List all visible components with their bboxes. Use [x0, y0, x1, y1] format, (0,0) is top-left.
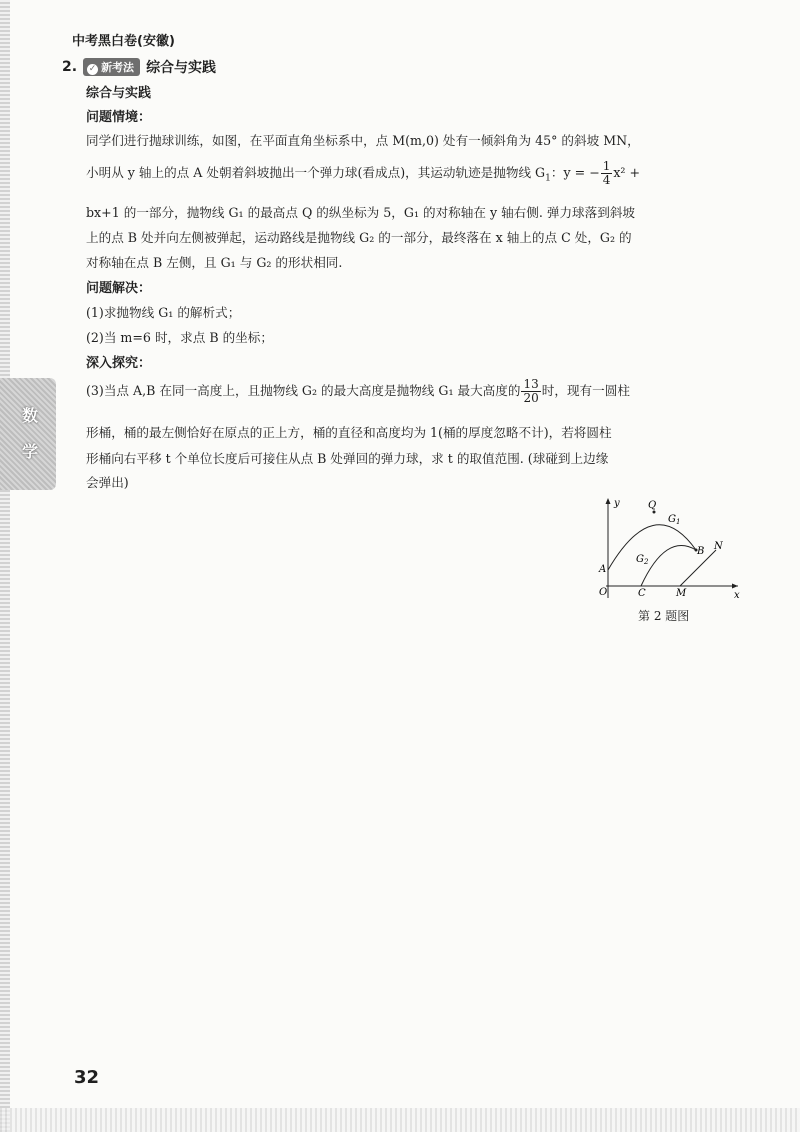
- page-edge-bottom: [0, 1108, 800, 1132]
- question-subtitle: 综合与实践: [86, 86, 152, 101]
- part-3-line-2: 形桶，桶的最左侧恰好在原点的正上方，桶的直径和高度均为 1(桶的厚度忽略不计)，若将圆柱: [86, 425, 612, 440]
- parabola-figure: [596, 494, 746, 604]
- part-1: (1)求抛物线 G₁ 的解析式；: [86, 305, 241, 320]
- label-y: y: [614, 498, 620, 509]
- question-title: 综合与实践: [146, 60, 217, 76]
- parabola-g2: [641, 546, 696, 587]
- question-heading: [62, 57, 216, 77]
- label-q: Q: [648, 500, 657, 511]
- question-number: 2.: [62, 59, 78, 75]
- x-axis-arrow: [732, 584, 738, 589]
- figure-caption: 第 2 题图: [638, 609, 690, 623]
- page-edge: [0, 0, 10, 1132]
- fraction-thirteen-twentieths: $\frac{13}{20}$: [523, 377, 539, 405]
- label-n: N: [714, 541, 723, 552]
- badge-check-icon: ✓: [88, 64, 97, 74]
- page-number: 32: [74, 1067, 100, 1088]
- section-explore: 深入探究：: [86, 356, 152, 371]
- y-axis-arrow: [606, 498, 611, 504]
- context-line-3: bx+1 的一部分，抛物线 G₁ 的最高点 Q 的纵坐标为 5，G₁ 的对称轴在 y 轴右侧. 弹力球落到斜坡: [86, 205, 636, 220]
- part-3-line-4: 会弹出): [86, 475, 129, 490]
- label-a: A: [599, 564, 607, 575]
- label-m: M: [676, 588, 687, 599]
- part-2: (2)当 m=6 时，求点 B 的坐标；: [86, 330, 273, 345]
- parabola-g1: [608, 525, 696, 570]
- label-b: B: [697, 546, 705, 557]
- subject-label: 数学: [21, 406, 38, 461]
- context-line-1: 同学们进行抛球训练，如图，在平面直角坐标系中，点 M(m,0) 处有一倾斜角为 45° 的斜坡 MN，: [86, 133, 640, 148]
- page-header: 中考黑白卷(安徽): [72, 34, 175, 49]
- label-g2: $G_2$: [636, 554, 649, 566]
- part-3-line-1: (3)当点 A,B 在同一高度上，且抛物线 G₂ 的最大高度是抛物线 G₁ 最大高度的 $\frac{13}{20}$ 时，现有一圆柱: [86, 377, 630, 405]
- subject-side-tab: [0, 378, 56, 490]
- context-line-4: 上的点 B 处并向左侧被弹起，运动路线是抛物线 G₂ 的一部分，最终落在 x 轴上的点 C 处，G₂ 的: [86, 230, 632, 245]
- context-line-5: 对称轴在点 B 左侧，且 G₁ 与 G₂ 的形状相同.: [86, 255, 343, 270]
- part-3-line-3: 形桶向右平移 t 个单位长度后可接住从点 B 处弹回的弹力球，求 t 的取值范围. (球碰到上边缘: [86, 451, 609, 466]
- label-x: x: [734, 590, 740, 601]
- new-method-badge: ✓ 新考法: [83, 58, 140, 76]
- section-solve: 问题解决：: [86, 281, 152, 296]
- context-line-2: 小明从 y 轴上的点 A 处朝着斜坡抛出一个弹力球(看成点)，其运动轨迹是抛物线 $G_1$：y = − $\frac{1}{4}$ x² +: [86, 159, 641, 187]
- section-context: 问题情境：: [86, 110, 152, 125]
- fraction-one-quarter: $\frac{1}{4}$: [602, 159, 611, 187]
- label-c: C: [638, 588, 646, 599]
- label-g1: $G_1$: [668, 514, 681, 526]
- label-o: O: [599, 587, 608, 598]
